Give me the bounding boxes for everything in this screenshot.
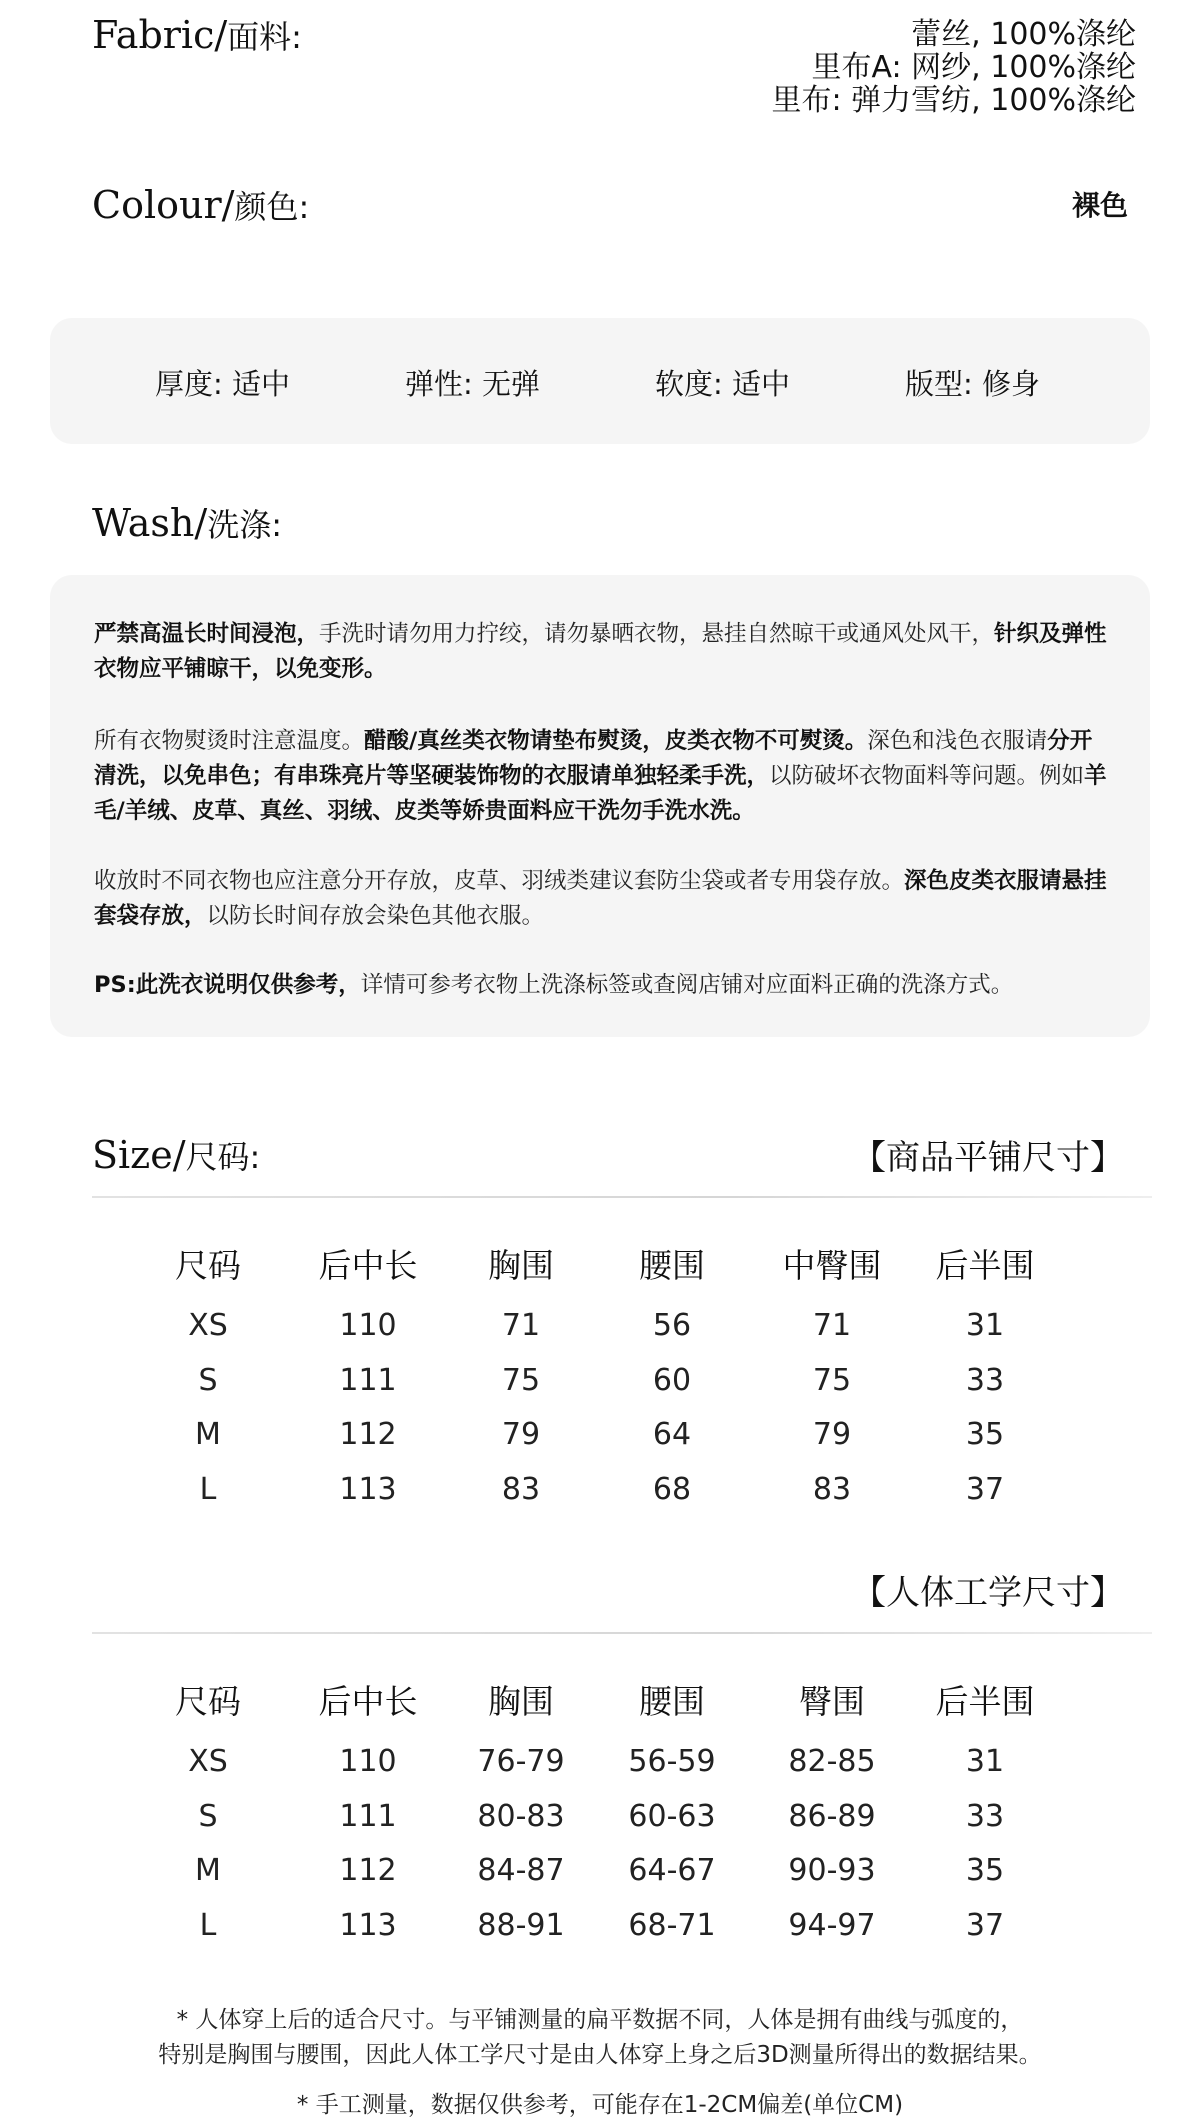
- size-note-line-2: 特别是胸围与腰围，因此人体工学尺寸是由人体穿上身之后3D测量所得出的数据结果。: [158, 2042, 1042, 2068]
- table-cell: S: [198, 1362, 218, 1398]
- table-cell: 35: [965, 1417, 1005, 1452]
- size-note-line-1: * 人体穿上后的适合尺寸。与平铺测量的扁平数据不同，人体是拥有曲线与弧度的，: [176, 2007, 1024, 2033]
- wash-paragraph-2: [94, 724, 1114, 829]
- fabric-composition: [772, 18, 1136, 117]
- table-cell: 79: [812, 1417, 852, 1452]
- emphasis-text: 严禁高温长时间浸泡，: [94, 621, 320, 647]
- table-header-cell: 后中长: [318, 1682, 418, 1721]
- table-cell: 111: [339, 1798, 397, 1834]
- table-header-cell: 腰围: [639, 1682, 705, 1721]
- table-cell: S: [198, 1798, 218, 1834]
- body-text: 以防破坏衣物面料等问题。例如: [769, 763, 1085, 789]
- table-cell: 37: [965, 1471, 1005, 1507]
- fabric-line: 蕾丝, 100%涤纶: [911, 17, 1136, 52]
- table-cell: 113: [339, 1471, 397, 1507]
- wash-label-en: Wash/: [92, 501, 208, 545]
- table-header-cell: 腰围: [639, 1246, 705, 1285]
- table-cell: 71: [812, 1308, 852, 1343]
- body-text: 所有衣物熨烫时注意温度。: [94, 728, 365, 754]
- size-label-en: Size/: [92, 1133, 186, 1177]
- wash-paragraph-1: [94, 617, 1114, 687]
- divider: [92, 1632, 1152, 1634]
- attribute-thickness: 厚度: 适中: [155, 367, 290, 401]
- table-cell: 88-91: [477, 1907, 565, 1943]
- attribute-elasticity: 弹性: 无弹: [405, 367, 540, 401]
- attribute-softness: 软度: 适中: [655, 367, 790, 401]
- body-text: 以防长时间存放会染色其他衣服。: [206, 903, 545, 929]
- table-header-cell: 胸围: [488, 1246, 554, 1285]
- attribute-fit: 版型: 修身: [905, 367, 1040, 401]
- flat-size-title: 【商品平铺尺寸】: [852, 1138, 1124, 1178]
- table-header-cell: 后中长: [318, 1246, 418, 1285]
- table-cell: 35: [965, 1853, 1005, 1888]
- table-cell: 33: [965, 1798, 1005, 1834]
- table-cell: 37: [965, 1907, 1005, 1943]
- emphasis-text: 分开清洗，以免串色；有串珠亮片等坚硬装饰物的衣服请单独轻柔手洗，: [94, 728, 1093, 789]
- fabric-heading: [92, 12, 302, 58]
- table-header-cell: 胸围: [488, 1682, 554, 1721]
- body-text: 详情可参考衣物上洗涤标签或查阅店铺对应面料正确的洗涤方式。: [360, 972, 1014, 998]
- table-header-cell: 尺码: [175, 1682, 241, 1721]
- fabric-label-zh: 面料:: [227, 18, 302, 56]
- table-cell: 33: [965, 1362, 1005, 1398]
- table-cell: L: [199, 1471, 217, 1507]
- attributes-card: [50, 318, 1150, 444]
- table-cell: 31: [965, 1308, 1005, 1343]
- table-cell: M: [195, 1853, 221, 1888]
- table-cell: 76-79: [477, 1744, 565, 1779]
- table-cell: 60: [652, 1362, 692, 1398]
- wash-label-zh: 洗涤:: [207, 506, 282, 544]
- table-cell: 94-97: [788, 1907, 876, 1943]
- table-cell: 112: [339, 1853, 397, 1888]
- table-header-cell: 臀围: [799, 1682, 865, 1721]
- table-cell: 83: [812, 1471, 852, 1507]
- table-cell: 71: [501, 1308, 541, 1343]
- wash-heading: [92, 500, 282, 546]
- body-size-title: 【人体工学尺寸】: [852, 1573, 1124, 1613]
- table-cell: 64: [652, 1417, 692, 1452]
- table-cell: 113: [339, 1907, 397, 1943]
- table-cell: 79: [501, 1417, 541, 1452]
- table-cell: 75: [812, 1362, 852, 1398]
- table-cell: 112: [339, 1417, 397, 1452]
- colour-value: 裸色: [1071, 189, 1128, 222]
- table-cell: 80-83: [477, 1798, 565, 1834]
- fabric-line: 里布A: 网纱, 100%涤纶: [811, 50, 1136, 85]
- table-cell: 111: [339, 1362, 397, 1398]
- table-cell: 84-87: [477, 1853, 565, 1888]
- divider: [92, 1196, 1152, 1198]
- table-cell: 64-67: [628, 1853, 716, 1888]
- colour-label-en: Colour/: [92, 183, 235, 227]
- size-heading: [92, 1132, 260, 1178]
- wash-paragraph-3: [94, 864, 1114, 934]
- table-cell: 90-93: [788, 1853, 876, 1888]
- table-cell: 68: [652, 1471, 692, 1507]
- table-cell: 110: [339, 1308, 397, 1343]
- table-cell: 83: [501, 1471, 541, 1507]
- size-label-zh: 尺码:: [185, 1138, 261, 1176]
- wash-paragraph-4: [94, 968, 1114, 1003]
- table-cell: 82-85: [788, 1744, 876, 1779]
- table-cell: XS: [188, 1308, 228, 1343]
- table-cell: 110: [339, 1744, 397, 1779]
- table-header-cell: 尺码: [175, 1246, 241, 1285]
- table-cell: 68-71: [628, 1907, 716, 1943]
- emphasis-text: 深色皮类衣服请悬挂套袋存放，: [94, 868, 1107, 929]
- table-cell: 86-89: [788, 1798, 876, 1834]
- table-cell: XS: [188, 1744, 228, 1779]
- body-text: 手洗时请勿用力拧绞，请勿暴晒衣物，悬挂自然晾干或通风处风干，: [319, 621, 995, 647]
- table-cell: 56: [652, 1308, 692, 1343]
- table-header-cell: 后半围: [935, 1682, 1035, 1721]
- table-cell: M: [195, 1417, 221, 1452]
- body-text: 收放时不同衣物也应注意分开存放，皮草、羽绒类建议套防尘袋或者专用袋存放。: [94, 868, 905, 894]
- table-cell: 56-59: [628, 1744, 716, 1779]
- emphasis-text: PS:此洗衣说明仅供参考，: [94, 972, 361, 998]
- table-cell: 60-63: [628, 1798, 716, 1834]
- wash-instructions-card: [50, 575, 1150, 1037]
- emphasis-text: 针织及弹性衣物应平铺晾干，以免变形。: [94, 621, 1107, 682]
- body-text: 深色和浅色衣服请: [867, 728, 1048, 754]
- colour-heading: [92, 182, 309, 228]
- fabric-line: 里布: 弹力雪纺, 100%涤纶: [771, 83, 1136, 118]
- table-cell: 31: [965, 1744, 1005, 1779]
- emphasis-text: 醋酸/真丝类衣物请垫布熨烫，皮类衣物不可熨烫。: [364, 728, 868, 754]
- colour-label-zh: 颜色:: [234, 188, 310, 226]
- measurement-note: * 手工测量，数据仅供参考，可能存在1-2CM偏差(单位CM): [296, 2092, 904, 2118]
- table-header-cell: 后半围: [935, 1246, 1035, 1285]
- table-header-cell: 中臀围: [782, 1246, 882, 1285]
- table-cell: 75: [501, 1362, 541, 1398]
- table-cell: L: [199, 1907, 217, 1943]
- fabric-label-en: Fabric/: [92, 13, 228, 57]
- emphasis-text: 羊毛/羊绒、皮草、真丝、羽绒、皮类等娇贵面料应干洗勿手洗水洗。: [94, 763, 1107, 824]
